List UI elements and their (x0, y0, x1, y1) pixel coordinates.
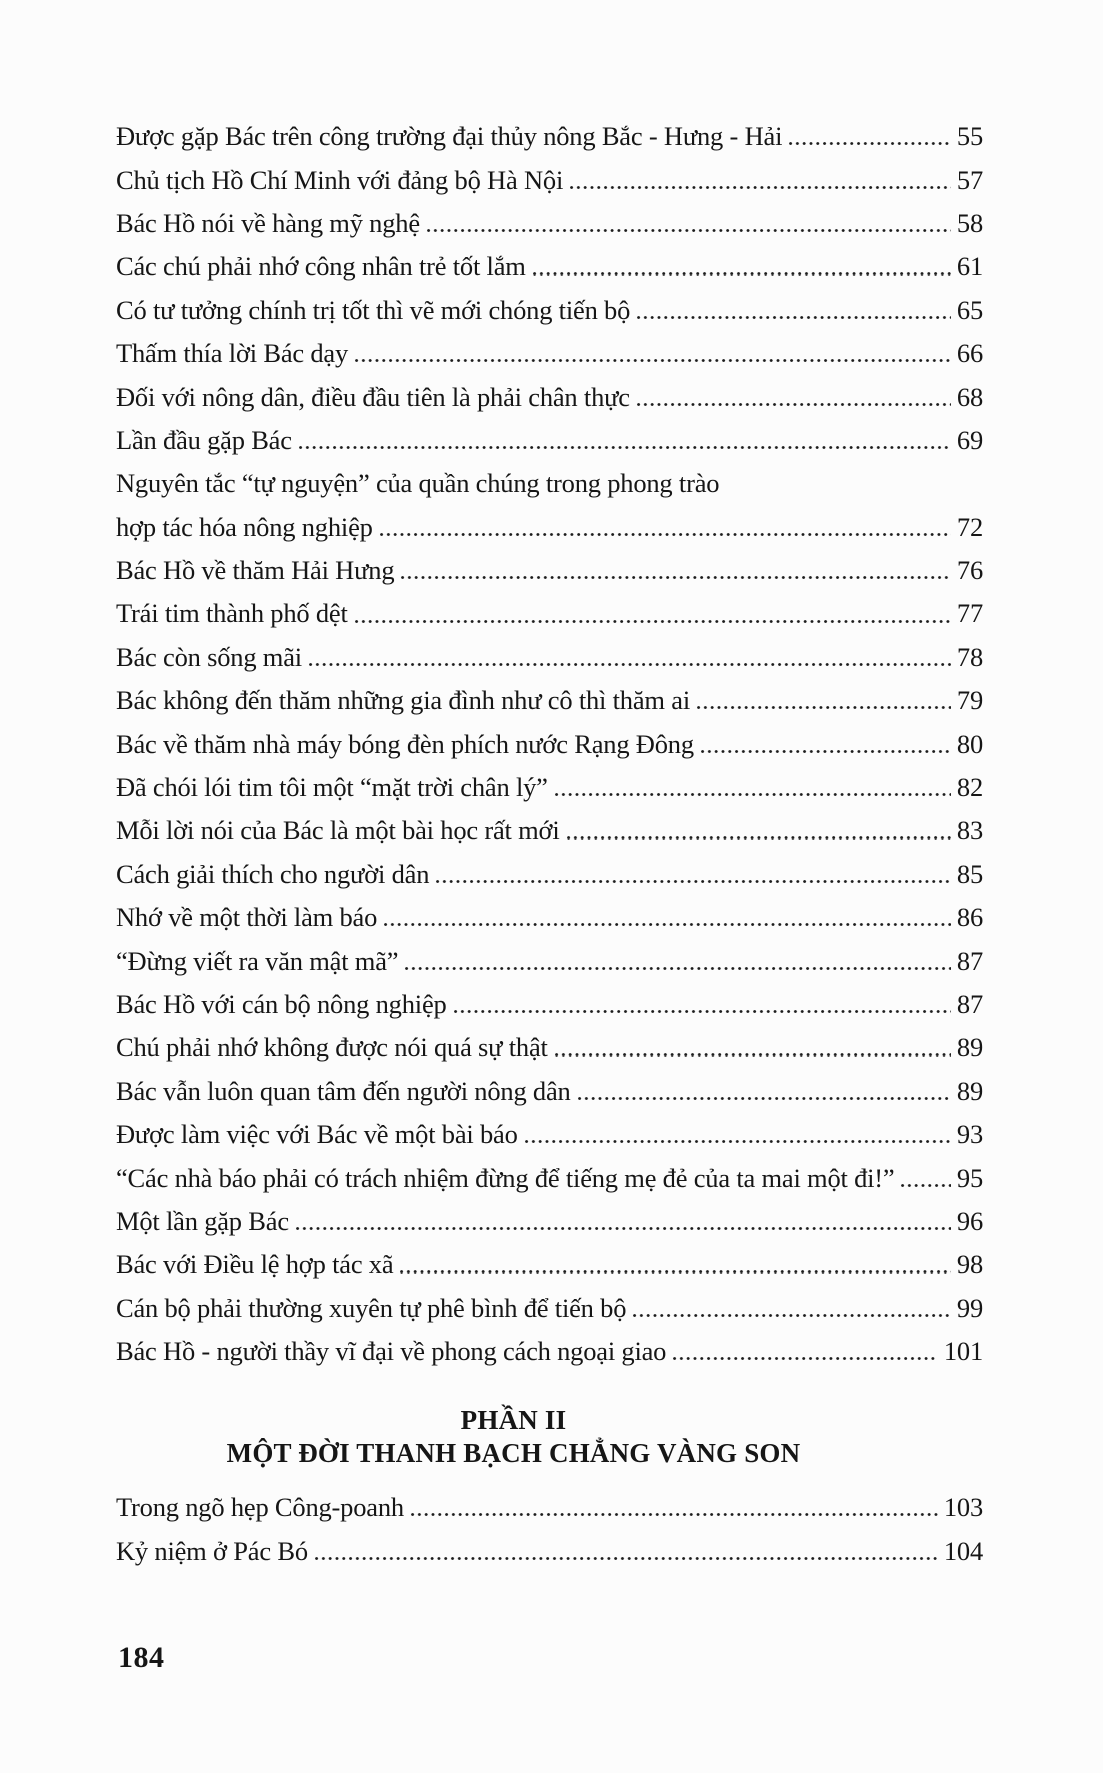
toc-entry-title: Trong ngõ hẹp Công-poanh (116, 1492, 404, 1523)
toc-entry (116, 332, 983, 375)
toc-entry (116, 158, 983, 201)
toc-entry-page: 89 (956, 1075, 983, 1106)
dot-leader (555, 1026, 951, 1069)
toc-entry (116, 1026, 983, 1069)
toc-entry (116, 1486, 983, 1529)
toc-entry-page: 96 (956, 1205, 983, 1236)
toc-entry (116, 115, 983, 158)
toc-entry (116, 1113, 983, 1156)
toc-entry (116, 983, 983, 1026)
toc-entry-page: 99 (956, 1292, 983, 1323)
dot-leader (384, 896, 951, 939)
dot-leader (578, 1070, 951, 1113)
toc-entry-title: Nguyên tắc “tự nguyện” của quần chúng trong phong trào (116, 468, 720, 499)
toc-entry-page: 95 (956, 1162, 983, 1193)
toc-entry-title: Kỷ niệm ở Pác Bó (116, 1535, 308, 1566)
toc-entry (116, 853, 983, 896)
part-heading-title: MỘT ĐỜI THANH BẠCH CHẲNG VÀNG SON (226, 1438, 801, 1468)
toc-entry-title: Đối với nông dân, điều đầu tiên là phải chân thực (116, 381, 630, 412)
toc-entry-page: 77 (956, 598, 983, 629)
toc-entry-title: Một lần gặp Bác (116, 1205, 289, 1236)
toc-entry (116, 1156, 983, 1199)
toc-entry-title: Được gặp Bác trên công trường đại thủy nông Bắc - Hưng - Hải (116, 121, 783, 152)
toc-entry (116, 419, 983, 462)
toc-entry (116, 202, 983, 245)
toc-entry-page: 61 (956, 251, 983, 282)
toc-entry-page: 85 (956, 858, 983, 889)
toc-entry-title: Lần đầu gặp Bác (116, 424, 292, 455)
toc-entry-title: hợp tác hóa nông nghiệp (116, 511, 373, 542)
toc-entry-page: 93 (956, 1119, 983, 1150)
dot-leader (567, 809, 951, 852)
toc-entry (116, 636, 983, 679)
dot-leader (697, 679, 951, 722)
dot-leader (355, 332, 951, 375)
toc-entry-page: 86 (956, 902, 983, 933)
toc-entry-page: 66 (956, 338, 983, 369)
toc-entry-title: Thấm thía lời Bác dạy (116, 338, 349, 369)
toc-entry (116, 1200, 983, 1243)
dot-leader (309, 636, 951, 679)
toc-entry-page: 69 (956, 424, 983, 455)
toc-entry-page: 89 (956, 1032, 983, 1063)
toc-entry (116, 1070, 983, 1113)
toc-entry-page: 68 (956, 381, 983, 412)
toc-entry (116, 245, 983, 288)
toc-entry-page: 104 (943, 1535, 983, 1566)
toc-entry (116, 896, 983, 939)
toc-entry-title: “Đừng viết ra văn mật mã” (116, 945, 399, 976)
dot-leader (701, 722, 951, 765)
dot-leader (380, 506, 951, 549)
toc-entry (116, 679, 983, 722)
toc-entry-page: 76 (956, 555, 983, 586)
dot-leader (633, 1287, 951, 1330)
toc-entry-title: Bác không đến thăm những gia đình như cô thì thăm ai (116, 685, 690, 716)
toc-entry-title: Trái tim thành phố dệt (116, 598, 348, 629)
dot-leader (637, 289, 951, 332)
toc-entry-title: Có tư tưởng chính trị tốt thì vẽ mới chóng tiến bộ (116, 294, 631, 325)
dot-leader (555, 766, 951, 809)
toc-entry-page: 83 (956, 815, 983, 846)
toc-entry-title: Được làm việc với Bác về một bài báo (116, 1119, 518, 1150)
part-heading-number: PHẦN II (460, 1405, 567, 1435)
toc-entry (116, 549, 983, 592)
toc-entry-title: Mỗi lời nói của Bác là một bài học rất mới (116, 815, 560, 846)
toc-entry (116, 939, 983, 982)
toc-entry (116, 592, 983, 635)
toc-entry-title: Đã chói lói tim tôi một “mặt trời chân lý” (116, 772, 548, 803)
dot-leader (901, 1156, 950, 1199)
dot-leader (525, 1113, 951, 1156)
toc-entry-page: 79 (956, 685, 983, 716)
toc-entry-title: Chủ tịch Hồ Chí Minh với đảng bộ Hà Nội (116, 164, 564, 195)
toc-entry-title: Nhớ về một thời làm báo (116, 902, 378, 933)
dot-leader (411, 1486, 938, 1529)
dot-leader (454, 983, 951, 1026)
toc-entry (116, 722, 983, 765)
dot-leader (789, 115, 951, 158)
dot-leader (673, 1330, 938, 1373)
toc-entry (116, 375, 983, 418)
toc-entry-title: Bác vẫn luôn quan tâm đến người nông dân (116, 1075, 571, 1106)
toc-entry-page: 65 (956, 294, 983, 325)
toc-entry-page: 101 (943, 1336, 983, 1367)
toc-entry-page: 80 (956, 728, 983, 759)
toc-entry-title: Bác với Điều lệ hợp tác xã (116, 1249, 394, 1280)
toc-part1 (116, 115, 983, 1373)
dot-leader (637, 375, 951, 418)
toc-entry (116, 809, 983, 852)
toc-entry-page: 98 (956, 1249, 983, 1280)
dot-leader (296, 1200, 951, 1243)
page-number: 184 (118, 1641, 165, 1674)
dot-leader (427, 202, 951, 245)
dot-leader (400, 1243, 950, 1286)
toc-entry-title: Các chú phải nhớ công nhân trẻ tốt lắm (116, 251, 526, 282)
toc-entry-page: 55 (956, 121, 983, 152)
toc-entry-title: Chú phải nhớ không được nói quá sự thật (116, 1032, 548, 1063)
toc-entry-continued (116, 462, 983, 505)
toc-entry (116, 1330, 983, 1373)
part-heading (80, 1404, 947, 1470)
toc-part2 (116, 1486, 983, 1573)
toc-entry-title: “Các nhà báo phải có trách nhiệm đừng để tiếng mẹ đẻ của ta mai một đi!” (116, 1162, 895, 1193)
toc-entry-title: Bác Hồ nói về hàng mỹ nghệ (116, 207, 420, 238)
toc-entry (116, 289, 983, 332)
dot-leader (315, 1529, 938, 1572)
dot-leader (401, 549, 951, 592)
toc-entry (116, 1529, 983, 1572)
toc-entry-title: Bác Hồ về thăm Hải Hưng (116, 555, 395, 586)
toc-entry-title: Bác còn sống mãi (116, 641, 302, 672)
toc-entry (116, 506, 983, 549)
toc-entry (116, 766, 983, 809)
toc-entry-page: 82 (956, 772, 983, 803)
toc-entry-page: 72 (956, 511, 983, 542)
dot-leader (533, 245, 951, 288)
toc-entry-title: Cán bộ phải thường xuyên tự phê bình để tiến bộ (116, 1292, 627, 1323)
dot-leader (405, 939, 951, 982)
toc-entry-page: 87 (956, 989, 983, 1019)
toc-entry-title: Bác về thăm nhà máy bóng đèn phích nước Rạng Đông (116, 728, 694, 759)
toc-entry-page: 58 (956, 207, 983, 238)
dot-leader (299, 419, 951, 462)
toc-entry-title: Bác Hồ với cán bộ nông nghiệp (116, 989, 447, 1019)
toc-entry (116, 1243, 983, 1286)
toc-entry-title: Bác Hồ - người thầy vĩ đại về phong cách ngoại giao (116, 1336, 667, 1367)
dot-leader (570, 158, 951, 201)
toc-entry-page: 87 (956, 945, 983, 976)
toc-entry-page: 103 (943, 1492, 983, 1523)
toc-entry-page: 57 (956, 164, 983, 195)
toc-entry-page: 78 (956, 641, 983, 672)
toc-entry (116, 1287, 983, 1330)
dot-leader (436, 853, 951, 896)
dot-leader (355, 592, 951, 635)
toc-entry-title: Cách giải thích cho người dân (116, 858, 430, 889)
